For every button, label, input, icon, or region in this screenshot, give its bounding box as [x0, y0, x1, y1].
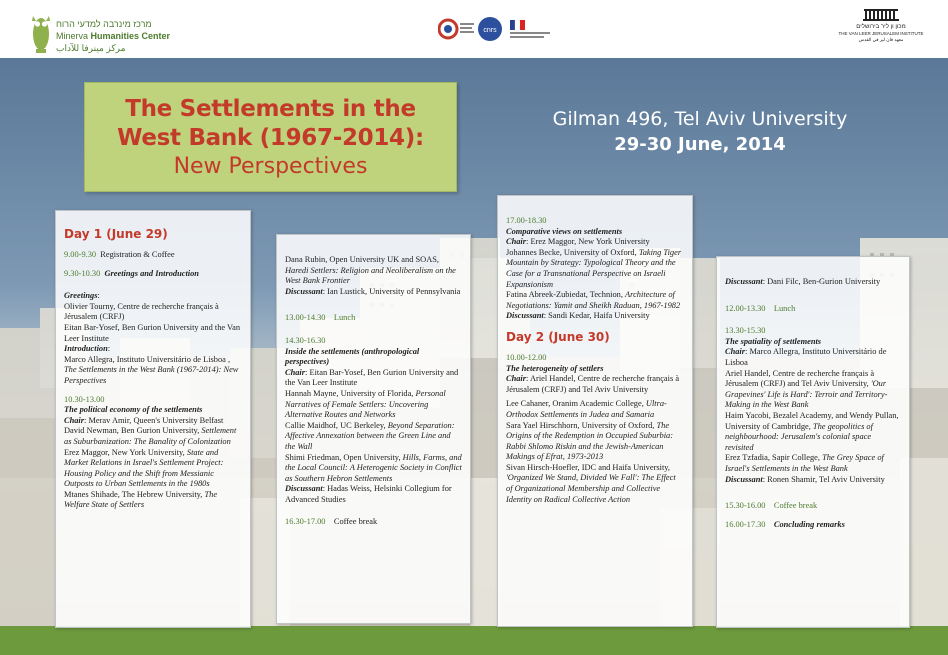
program-column-1: [55, 210, 251, 628]
session-time: 13.30-15.30: [725, 326, 766, 336]
vanleer-logo: [836, 6, 926, 54]
vanleer-arabic: معهد فان لير في القدس: [858, 37, 904, 42]
program-column-2: [276, 234, 471, 624]
svg-text:cnrs: cnrs: [483, 27, 497, 34]
talk: Shimi Friedman, Open University, Hills, Farms, and the Local Council: A Heterogenic Society in Conflict as Southern Hebron Settlements: [285, 452, 462, 483]
session-coffee-break: 15.30-16.00 Coffee break: [725, 501, 818, 511]
vanleer-building-icon: [861, 6, 901, 22]
session-chair: Chair: Erez Maggor, New York University: [506, 237, 650, 247]
session-time: 10.00-12.00: [506, 352, 547, 362]
session-chair: Chair: Marco Allegra, Instituto Universitário de Lisboa: [725, 347, 887, 367]
minerva-english: Minerva Humanities Center: [56, 31, 171, 41]
cnrs-logo-icon: [478, 17, 502, 41]
vanleer-english: THE VAN LEER JERUSALEM INSTITUTE: [838, 31, 924, 36]
day-1-heading: Day 1 (June 29): [64, 227, 168, 241]
title-line-3: New Perspectives: [173, 154, 368, 179]
session-title: The political economy of the settlements: [64, 405, 203, 415]
talk: David Newman, Ben Gurion University, Settlement as Suburbanization: The Banality of Colonization: [64, 426, 237, 446]
session-chair: Chair: Eitan Bar-Yosef, Ben Gurion University and the Van Leer Institute: [285, 367, 459, 388]
talk: Erez Tzfadia, Sapir College, The Grey Space of Israel's Settlements in the West Bank: [725, 453, 884, 473]
program-column-3: [497, 195, 693, 627]
greeting-speaker-1: Olivier Tourny, Centre de recherche français à Jérusalem (CRFJ): [64, 301, 219, 322]
session-title: The spatiality of settlements: [725, 336, 822, 346]
talk: Erez Maggor, New York University, State and Market Relations in Israel's Settlement Project: Housing Policy and the Shift from Messianic Outposts to Urban Settlements in the 1980s: [64, 447, 224, 489]
session-discussant: Discussant: Ronen Shamir, Tel Aviv University: [725, 474, 885, 484]
talk: Callie Maidhof, UC Berkeley, Beyond Separation: Affective Annexation between the Green Line and the Wall: [285, 420, 455, 451]
minerva-arabic: مركز مينرفا للآداب: [56, 43, 126, 53]
talk: Johannes Becke, University of Oxford, Taking Tiger Mountain by Strategy: Typological Theory and the Case for a Transnational Perspective on Israeli Expansionism: [506, 247, 682, 289]
session-registration: 9.00-9.30 Registration & Coffee: [64, 250, 175, 259]
session-discussant: Discussant: Dani Filc, Ben-Gurion University: [725, 277, 881, 286]
talk: Haim Yacobi, Bezalel Academy, and Wendy Pullan, University of Cambridge, The geopolitics of neighbourhood: Jerusalem's colonial space revisited: [725, 410, 899, 452]
session-discussant: Discussant: Hadas Weiss, Helsinki Collegium for Advanced Studies: [285, 484, 452, 504]
minerva-text: [56, 18, 170, 54]
session-coffee-break: 16.30-17.00 Coffee break: [285, 517, 378, 527]
title-line-1: The Settlements in the: [125, 96, 416, 122]
session-chair: Chair: Merav Amir, Queen's University Belfast: [64, 415, 224, 425]
talk: Mtanes Shihade, The Hebrew University, The Welfare State of Settlers: [64, 489, 218, 510]
talk: Dana Rubin, Open University UK and SOAS, Haredi Settlers: Religion and Neoliberalism on the West Bank Frontier: [285, 255, 456, 286]
introduction-label: Introduction:: [64, 344, 111, 354]
crfj-logo-icon: [439, 20, 474, 38]
grass-strip: [0, 626, 948, 655]
program-column-4: [716, 256, 910, 628]
talk: Ariel Handel, Centre de recherche français à Jérusalem (CRFJ) and Tel Aviv University, 'Our Grapevines' Life is Hard': Terroir and Territory-Making in the West Bank: [725, 368, 888, 410]
talk: Lee Cahaner, Oranim Academic College, Ultra-Orthodox Settlements in Judea and Samaria: [506, 399, 667, 419]
venue-block: [520, 106, 880, 158]
french-republic-logo-icon: [510, 20, 550, 38]
title-box: [84, 82, 457, 192]
greeting-speaker-2: Eitan Bar-Yosef, Ben Gurion University and the Van Leer Institute: [64, 322, 241, 343]
session-title: Inside the settlements (anthropological perspectives): [285, 346, 420, 367]
introduction-talk: Marco Allegra, Instituto Universitário de Lisboa , The Settlements in the West Bank (1967-2014): New Perspectives: [64, 354, 239, 385]
talk: Fatina Abreek-Zubiedat, Technion, Architecture of Negotiations: Yamit and Sheikh Raduan, 1967-1982: [506, 290, 681, 310]
minerva-hebrew: מרכז מינרבה למדעי הרוח: [56, 19, 152, 29]
title-line-2: West Bank (1967-2014):: [117, 125, 424, 151]
talk: Sivan Hirsch-Hoefler, IDC and Haifa University, 'Organized We Stand, Divided We Fall': The Effect of Organizational Membership and Collective Identity on Radical Collective Action: [506, 462, 676, 504]
session-title: The heterogeneity of settlers: [506, 363, 604, 373]
session-time: 14.30-16.30: [285, 335, 326, 345]
venue-dates: 29-30 June, 2014: [614, 134, 786, 155]
session-discussant: Discussant: Ian Lustick, University of Pennsylvania: [285, 286, 461, 296]
owl-icon: [30, 10, 52, 56]
session-greetings: 9.30-10.30 Greetings and Introduction: [64, 268, 199, 278]
day-2-heading: Day 2 (June 30): [506, 329, 610, 344]
partner-logos: [438, 16, 554, 46]
session-discussant: Discussant: Sandi Kedar, Haifa University: [506, 311, 650, 321]
talk: Hannah Mayne, University of Florida, Personal Narratives of Female Settlers: Uncovering Alternative Routes and Networks: [285, 388, 446, 420]
session-time: 10.30-13.00: [64, 394, 105, 404]
minerva-logo: [30, 10, 171, 58]
session-chair: Chair: Ariel Handel, Centre de recherche français à Jérusalem (CRFJ) and Tel Aviv University: [506, 374, 680, 394]
session-title: Comparative views on settlements: [506, 226, 623, 236]
session-time: 17.00-18.30: [506, 216, 547, 225]
session-lunch: 13.00-14.30 Lunch: [285, 313, 356, 323]
greetings-label: Greetings:: [64, 291, 100, 301]
session-concluding-remarks: 16.00-17.30 Concluding remarks: [725, 519, 845, 529]
poster-header: [0, 0, 948, 58]
venue-place: Gilman 496, Tel Aviv University: [552, 108, 848, 130]
vanleer-hebrew: מכון ון ליר בירושלים: [856, 24, 906, 30]
talk: Sara Yael Hirschhorn, University of Oxford, The Origins of the Redemption in Occupied Suburbia: Rabbi Shlomo Riskin and the Jewish-American Makings of Efrat, 1973-2013: [506, 420, 674, 462]
session-lunch: 12.00-13.30 Lunch: [725, 303, 796, 313]
